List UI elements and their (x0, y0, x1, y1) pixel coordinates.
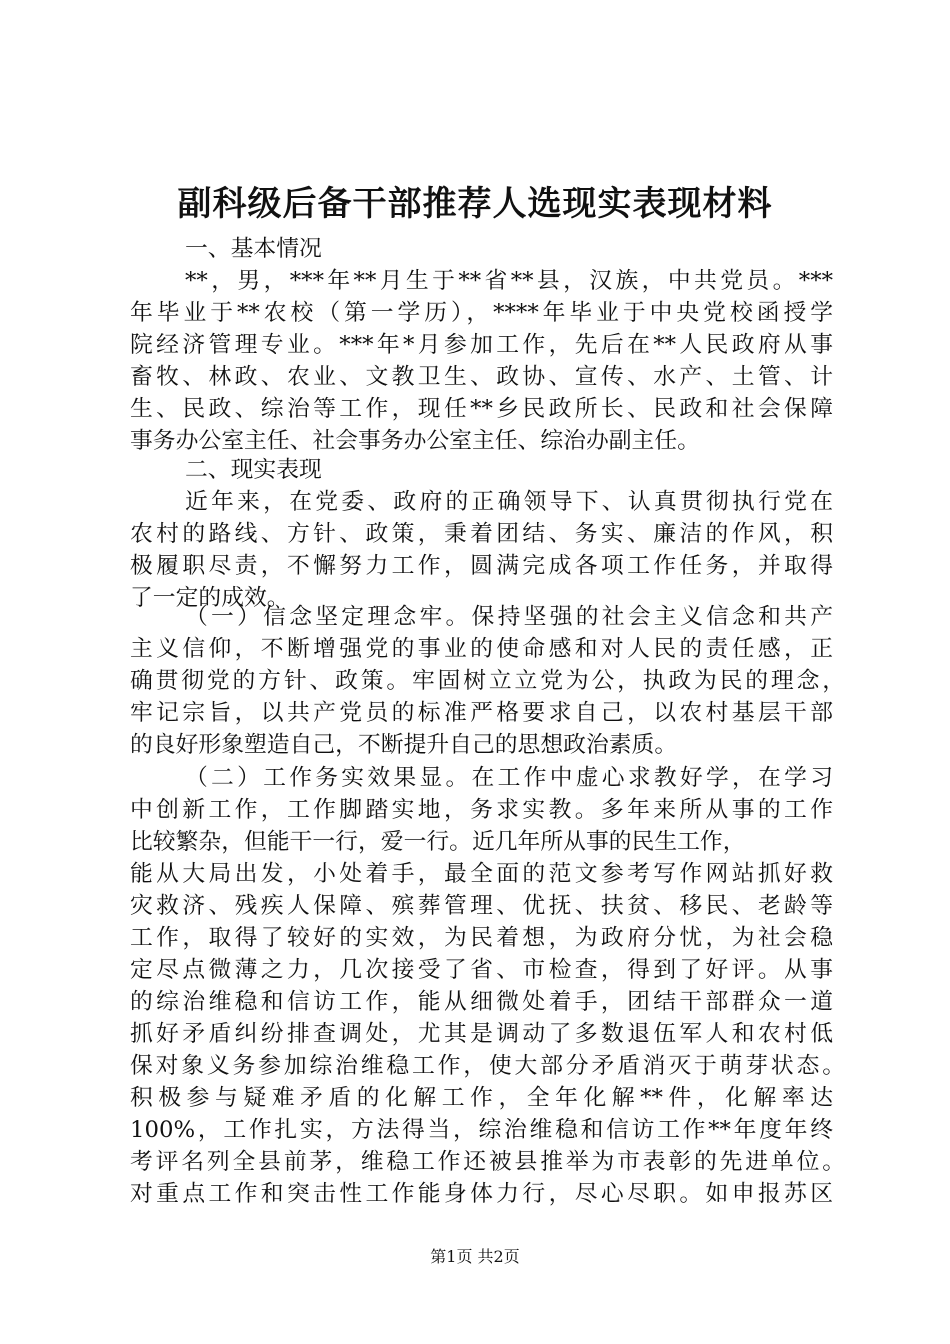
text-line: 生、民政、综治等工作，现任**乡民政所长、民政和社会保障 (130, 396, 833, 422)
text-line: 保对象义务参加综治维稳工作，使大部分矛盾消灭于萌芽状态。 (130, 1053, 845, 1079)
subsection-line: （一）信念坚定理念牢。保持坚强的社会主义信念和共产 (185, 604, 833, 630)
text-line: 的良好形象塑造自己，不断提升自己的思想政治素质。 (130, 732, 678, 758)
text-line: 了一定的成效。 (130, 585, 290, 611)
text-line: 确贯彻党的方针、政策。牢固树立立党为公，执政为民的理念， (130, 668, 845, 694)
section-heading-basic-info: 一、基本情况 (185, 236, 322, 262)
text-line: 积极参与疑难矛盾的化解工作，全年化解**件，化解率达 (130, 1085, 833, 1111)
text-line: 农村的路线、方针、政策，秉着团结、务实、廉洁的作风，积 (130, 521, 833, 547)
section-heading-performance: 二、现实表现 (185, 457, 322, 483)
text-line: 的综治维稳和信访工作，能从细微处着手，团结干部群众一道 (130, 989, 833, 1015)
text-line: 对重点工作和突击性工作能身体力行，尽心尽职。如申报苏区 (130, 1181, 833, 1207)
text-line: 灾救济、残疾人保障、殡葬管理、优抚、扶贫、移民、老龄等 (130, 893, 833, 919)
text-line: 年毕业于**农校（第一学历），****年毕业于中央党校函授学 (130, 300, 833, 326)
text-line: 工作，取得了较好的实效，为民着想，为政府分忧，为社会稳 (130, 925, 833, 951)
text-line: 考评名列全县前茅，维稳工作还被县推举为市表彰的先进单位。 (130, 1149, 845, 1175)
text-line: 能从大局出发，小处着手，最全面的范文参考写作网站抓好救 (130, 861, 833, 887)
text-line: 100%，工作扎实，方法得当，综治维稳和信访工作**年度年终 (130, 1117, 833, 1143)
text-line: 畜牧、林政、农业、文教卫生、政协、宣传、水产、土管、计 (130, 364, 833, 390)
text-line: 极履职尽责，不懈努力工作，圆满完成各项工作任务，并取得 (130, 553, 833, 579)
page-footer: 第1页 共2页 (430, 1247, 520, 1266)
document-title: 副科级后备干部推荐人选现实表现材料 (177, 184, 773, 224)
text-line: 抓好矛盾纠纷排查调处，尤其是调动了多数退伍军人和农村低 (130, 1021, 833, 1047)
text-line: 中创新工作，工作脚踏实地，务求实教。多年来所从事的工作 (130, 797, 833, 823)
text-line: 主义信仰，不断增强党的事业的使命感和对人民的责任感，正 (130, 636, 833, 662)
subsection-line: （二）工作务实效果显。在工作中虚心求教好学，在学习 (185, 765, 833, 791)
text-line: 院经济管理专业。***年*月参加工作，先后在**人民政府从事 (130, 332, 833, 358)
text-line: 事务办公室主任、社会事务办公室主任、综治办副主任。 (130, 428, 700, 454)
text-line: 牢记宗旨，以共产党员的标准严格要求自己，以农村基层干部 (130, 700, 833, 726)
text-line: 近年来，在党委、政府的正确领导下、认真贯彻执行党在 (185, 489, 833, 515)
text-line: 定尽点微薄之力，几次接受了省、市检查，得到了好评。从事 (130, 957, 833, 983)
text-line: **，男，***年**月生于**省**县，汉族，中共党员。*** (185, 268, 833, 294)
text-line: 比较繁杂，但能干一行，爱一行。近几年所从事的民生工作， (130, 829, 746, 855)
